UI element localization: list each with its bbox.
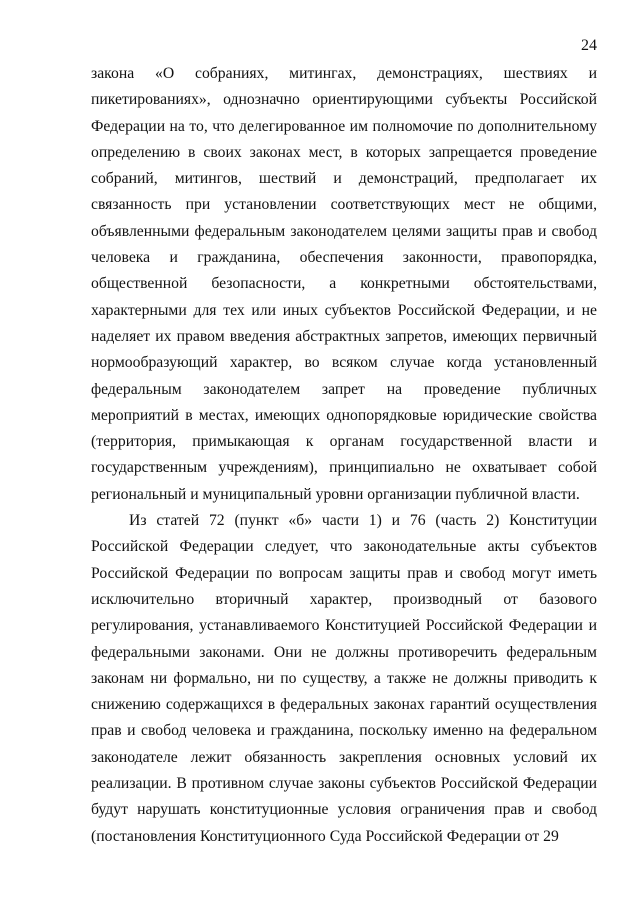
paragraph-constitution-articles: Из статей 72 (пункт «б» части 1) и 76 (часть 2) Конституции Российской Федерации следует, что законодательные акты субъектов Российской Федерации по вопросам защиты прав и свобод могут иметь исключительно вторичный характер, производный от базового регулирования, устанавливаемого Конституцией Российской Федерации и федеральными законами. Они не должны противоречить федеральным законам ни формально, ни по существу, а также не должны приводить к снижению содержащихся в федеральных законах гарантий осуществления прав и свобод человека и гражданина, поскольку именно на федеральном законодателе лежит обязанность закрепления основных условий их реализации. В противном случае законы субъектов Российской Федерации будут нарушать конституционные условия ограничения прав и свобод (постановления Конституционного Суда Российской Федерации от 29 (91, 512, 597, 845)
document-body (91, 61, 597, 850)
paragraph-continuation: закона «О собраниях, митингах, демонстрациях, шествиях и пикетированиях», однозначно ориентирующими субъекты Российской Федерации на то, что делегированное им полномочие по дополнительному определению в своих законах мест, в которых запрещается проведение собраний, митингов, шествий и демонстраций, предполагает их связанность при установлении соответствующих мест не общими, объявленными федеральным законодателем целями защиты прав и свобод человека и гражданина, обеспечения законности, правопорядка, общественной безопасности, а конкретными обстоятельствами, характерными для тех или иных субъектов Российской Федерации, и не наделяет их правом введения абстрактных запретов, имеющих первичный нормообразующий характер, во всяком случае когда установленный федеральным законодателем запрет на проведение публичных мероприятий в местах, имеющих однопорядковые юридические свойства (территория, примыкающая к органам государственной власти и государственным учреждениям), принципиально не охватывает собой региональный и муниципальный уровни организации публичной власти. (91, 65, 597, 503)
page-number: 24 (581, 37, 597, 54)
